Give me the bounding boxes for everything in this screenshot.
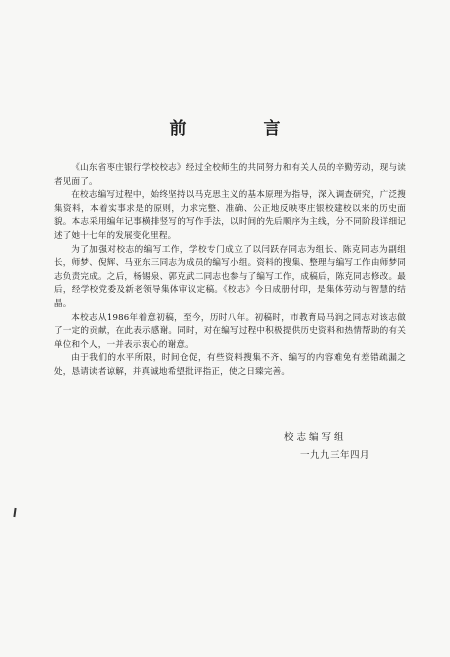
signature-date: 一九九三年四月: [300, 450, 371, 461]
preface-body: [54, 162, 406, 380]
scan-artifact-mark: [13, 508, 16, 517]
paragraph-5: 由于我们的水平所限，时间仓促，有些资料搜集不齐、编写的内容难免有差错疏漏之处，恳请读者谅解，并真诚地希望批评指正，使之日臻完善。: [54, 353, 406, 377]
paragraph-4: 本校志从1986年着意初稿，至今，历时八年。初稿时，市教育局马润之同志对该志做了一定的贡献，在此表示感谢。同时，对在编写过程中积极提供历史资料和热情帮助的有关单位和个人，一并表示衷心的谢意。: [54, 312, 406, 350]
signature-org: 校志编写组: [284, 432, 347, 443]
paragraph-3: 为了加强对校志的编写工作，学校专门成立了以闫跃存同志为组长、陈克同志为副组长，师梦、倪辉、马亚东三同志为成员的编写小组。资料的搜集、整理与编写工作由师梦同志负责完成。之后，杨锡泉、郭克武二同志也参与了编写工作，成稿后，陈克同志修改。最后，经学校党委及新老领导集体审议定稿。《校志》今日成册付印，是集体劳动与智慧的结晶。: [54, 244, 406, 309]
paragraph-1: 《山东省枣庄银行学校校志》经过全校师生的共同努力和有关人员的辛勤劳动，现与读者见面了。: [54, 163, 406, 187]
page-title: 前 言: [169, 119, 311, 139]
paragraph-2: 在校志编写过程中，始终坚持以马克思主义的基本原理为指导，深入调查研究，广泛搜集资料，本着实事求是的原则，力求完整、准确、公正地反映枣庄银校建校以来的历史面貌。本志采用编年记事横排竖写的写作手法，以时间的先后顺序为主线，分不同阶段详细记述了她十七年的发展变化里程。: [54, 190, 406, 241]
